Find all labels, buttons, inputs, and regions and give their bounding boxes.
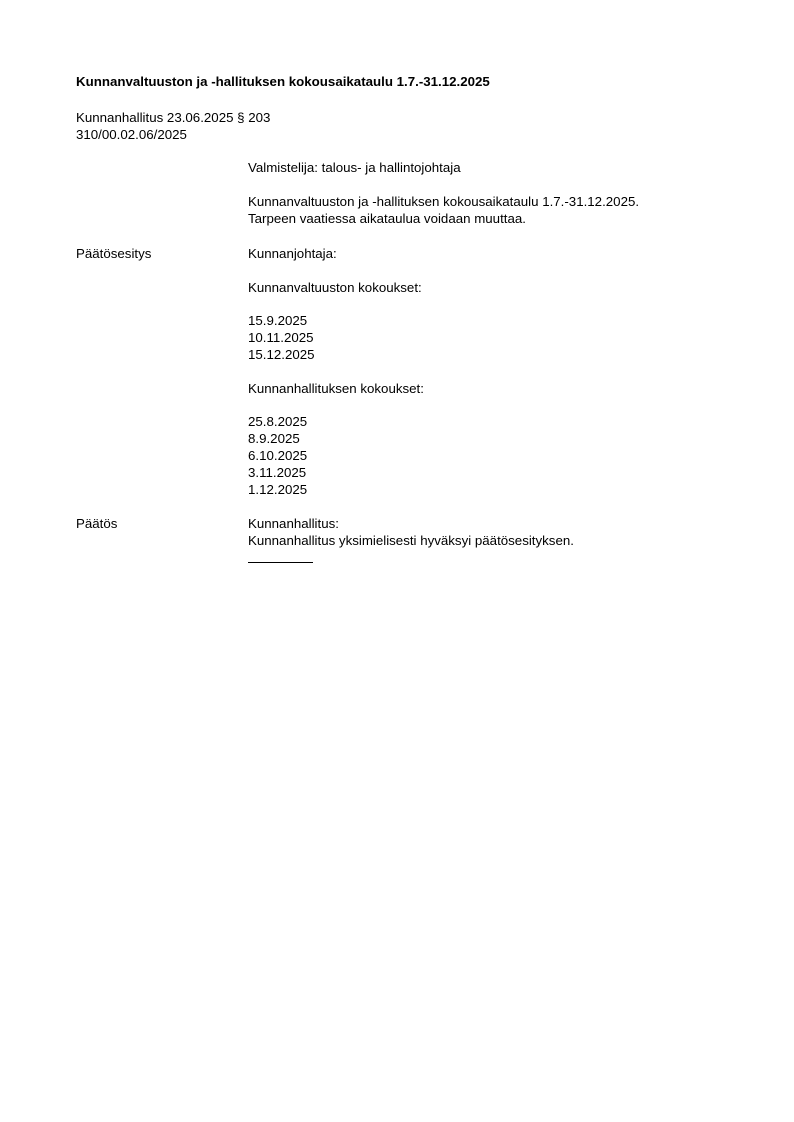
council-date: 15.12.2025 [248, 347, 315, 362]
board-dates-list [248, 413, 307, 498]
council-dates-list [248, 312, 315, 363]
proposal-label: Päätösesitys [76, 246, 152, 261]
council-date: 10.11.2025 [248, 330, 314, 345]
intro-line: Tarpeen vaatiessa aikataulua voidaan muuttaa. [248, 211, 526, 226]
case-number: 310/00.02.06/2025 [76, 127, 187, 142]
board-date: 6.10.2025 [248, 448, 308, 463]
council-date: 15.9.2025 [248, 313, 308, 328]
intro-line: Kunnanvaltuuston ja -hallituksen kokousaikataulu 1.7.-31.12.2025. [248, 194, 640, 209]
board-date: 8.9.2025 [248, 431, 300, 446]
decision-text [248, 515, 574, 549]
preparer-line: Valmistelija: talous- ja hallintojohtaja [248, 160, 461, 175]
decision-statement: Kunnanhallitus yksimielisesti hyväksyi päätösesityksen. [248, 533, 574, 548]
intro-text [248, 193, 639, 227]
decision-body: Kunnanhallitus: [248, 516, 339, 531]
board-date: 25.8.2025 [248, 414, 308, 429]
council-heading: Kunnanvaltuuston kokoukset: [248, 280, 422, 295]
board-heading: Kunnanhallituksen kokoukset: [248, 381, 424, 396]
board-date: 3.11.2025 [248, 465, 307, 480]
meeting-reference: Kunnanhallitus 23.06.2025 § 203 [76, 110, 271, 125]
decision-label: Päätös [76, 516, 118, 531]
document-title: Kunnanvaltuuston ja -hallituksen kokousaikataulu 1.7.-31.12.2025 [76, 74, 490, 89]
proposer: Kunnanjohtaja: [248, 246, 337, 261]
signature-line [248, 562, 313, 563]
document-meta [76, 109, 270, 143]
board-date: 1.12.2025 [248, 482, 308, 497]
